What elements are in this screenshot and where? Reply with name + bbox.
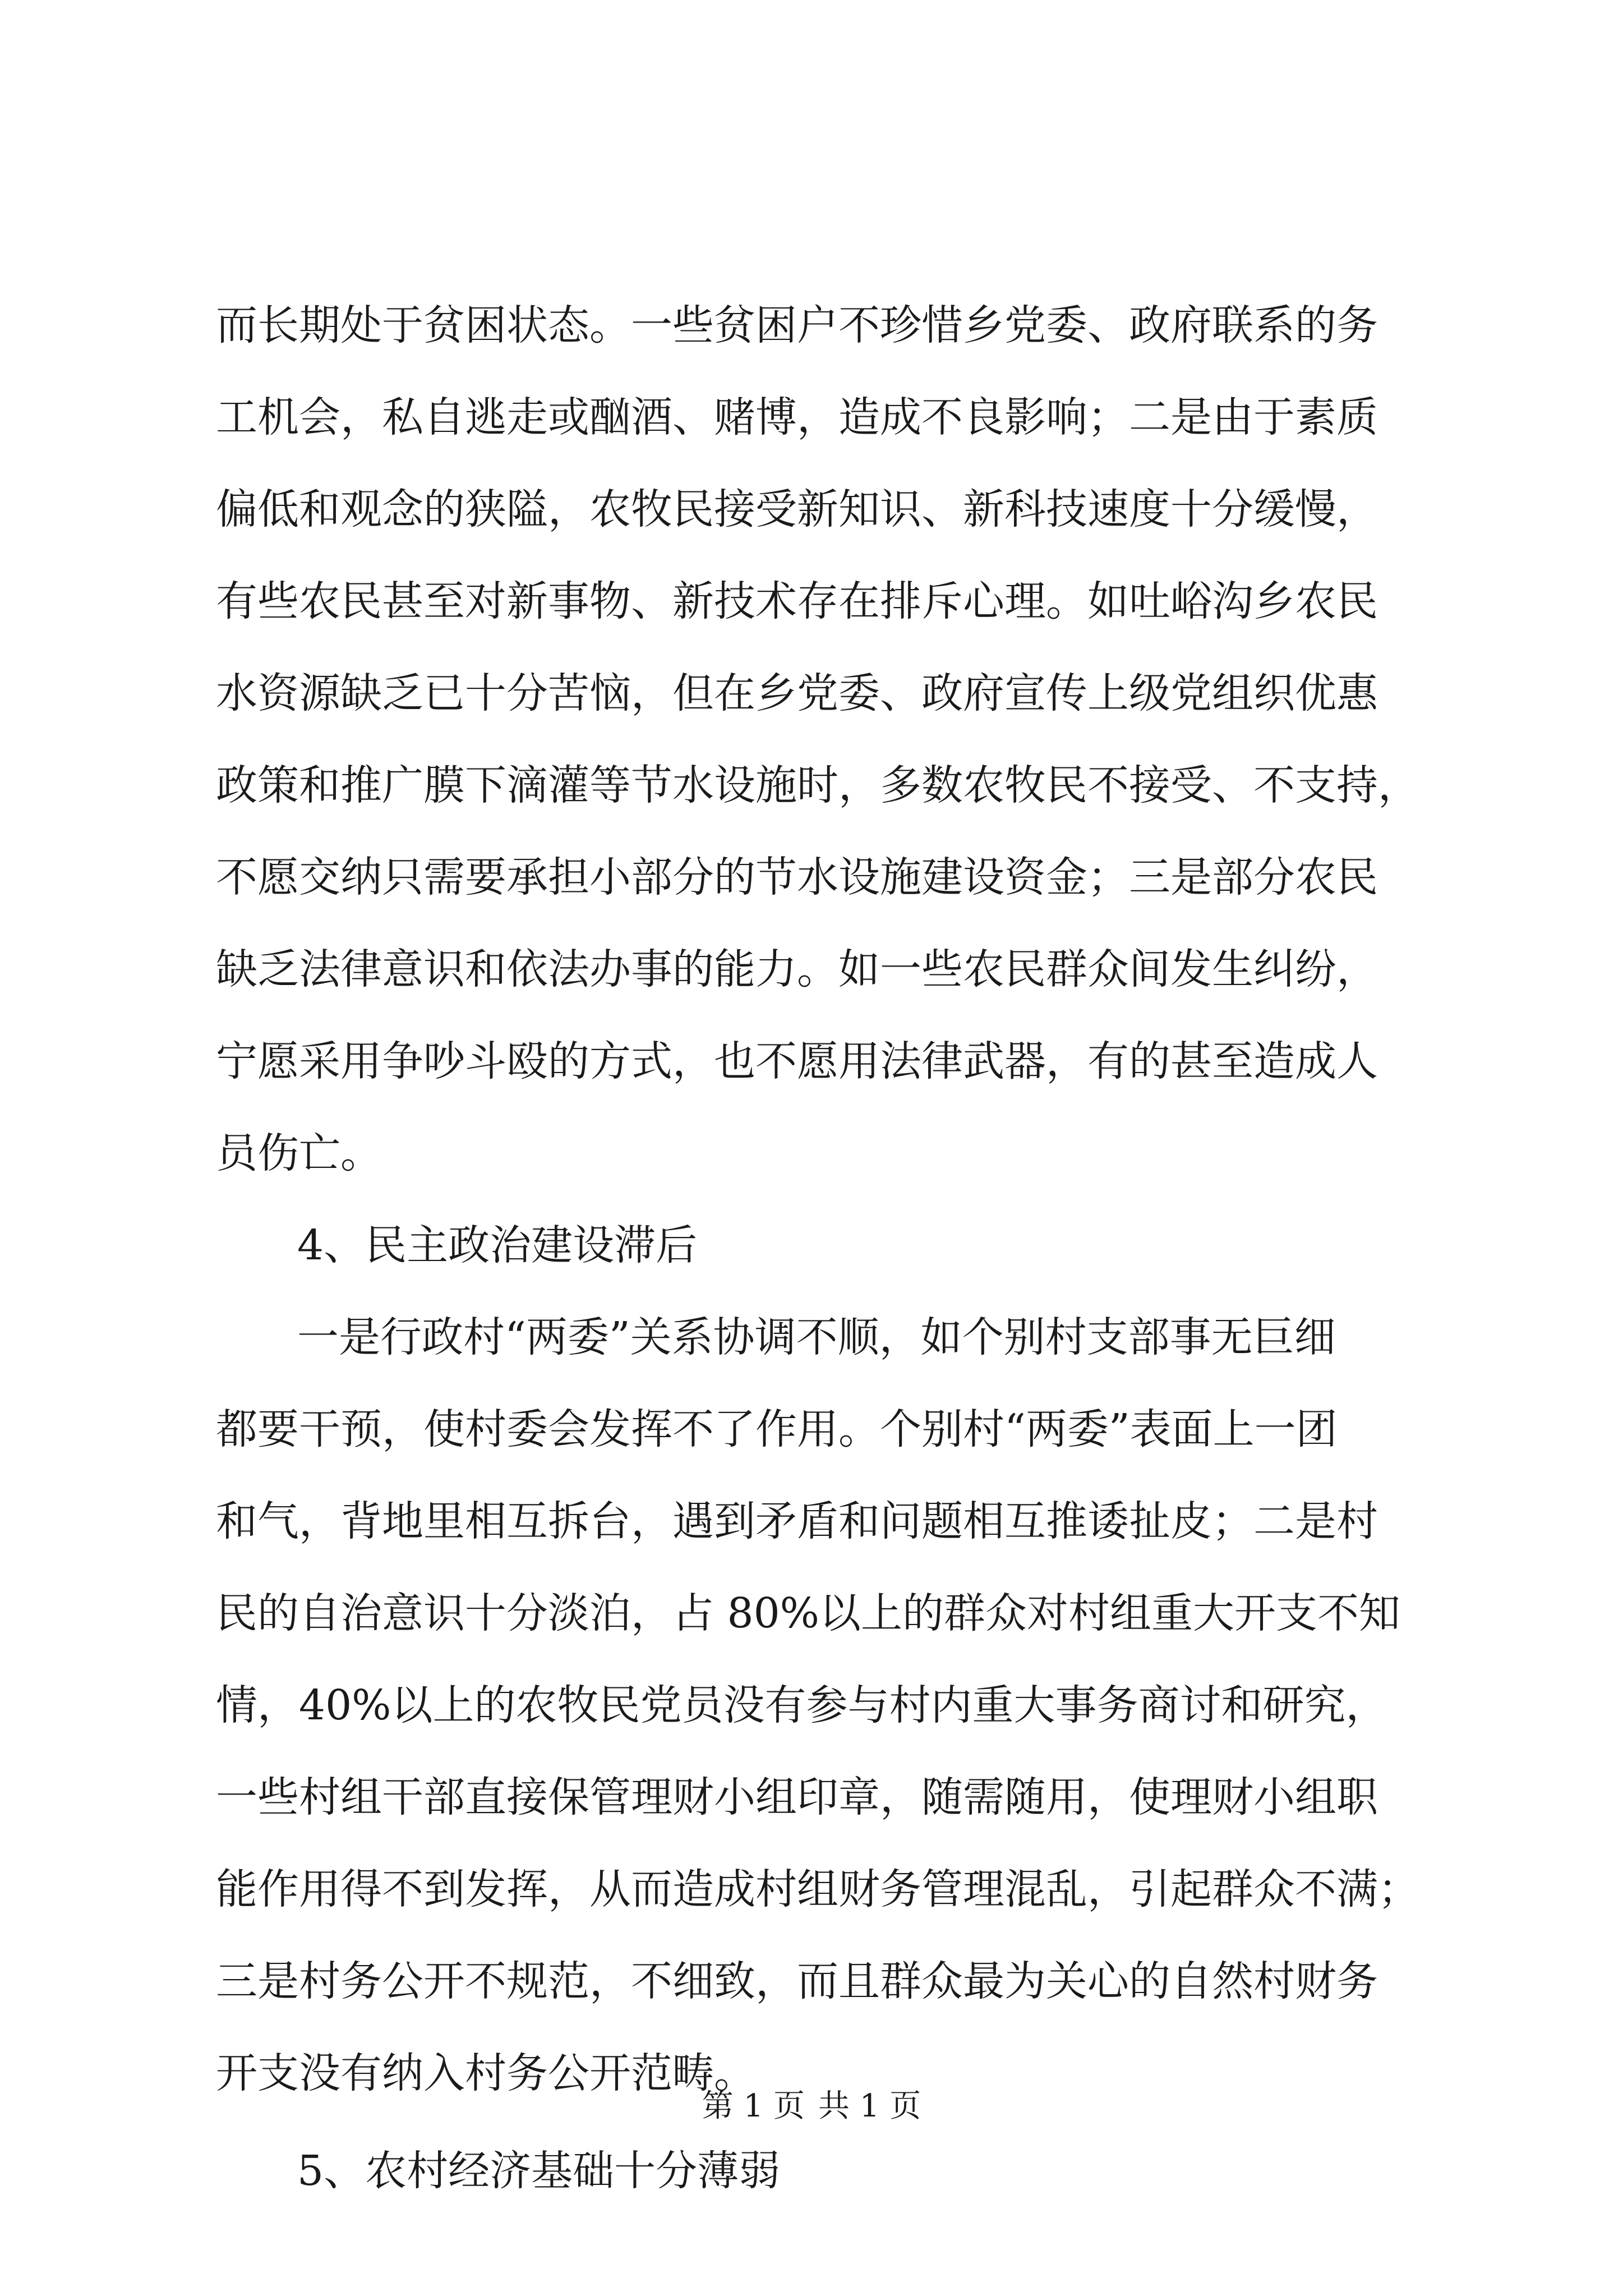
text-line: 情，40%以上的农牧民党员没有参与村内重大事务商讨和研究，: [216, 1681, 1387, 1729]
text-line: 工机会，私自逃走或酗酒、赌博，造成不良影响；二是由于素质: [216, 393, 1378, 441]
text-line: 能作用得不到发挥，从而造成村组财务管理混乱，引起群众不满；: [216, 1865, 1419, 1913]
text-line: 宁愿采用争吵斗殴的方式，也不愿用法律武器，有的甚至造成人: [216, 1037, 1378, 1085]
text-line: 一些村组干部直接保管理财小组印章，随需随用，使理财小组职: [216, 1773, 1378, 1821]
text-line: 政策和推广膜下滴灌等节水设施时，多数农牧民不接受、不支持，: [216, 761, 1419, 809]
text-line: 三是村务公开不规范，不细致，而且群众最为关心的自然村财务: [216, 1957, 1378, 2005]
text-line: 而长期处于贫困状态。一些贫困户不珍惜乡党委、政府联系的务: [216, 301, 1378, 349]
text-line: 开支没有纳入村务公开范畴。: [216, 2049, 755, 2097]
section-heading: 5、农村经济基础十分薄弱: [297, 2147, 781, 2195]
text-line: 缺乏法律意识和依法办事的能力。如一些农民群众间发生纠纷，: [216, 945, 1378, 993]
text-line: 偏低和观念的狭隘，农牧民接受新知识、新科技速度十分缓慢，: [216, 485, 1378, 533]
text-line: 员伤亡。: [216, 1129, 382, 1177]
page-total: 共 1 页: [818, 2088, 921, 2124]
text-line: 和气，背地里相互拆台，遇到矛盾和问题相互推诿扯皮；二是村: [216, 1497, 1378, 1545]
page-number: 第 1 页: [702, 2088, 805, 2124]
text-line: 不愿交纳只需要承担小部分的节水设施建设资金；三是部分农民: [216, 853, 1378, 901]
text-line: 有些农民甚至对新事物、新技术存在排斥心理。如吐峪沟乡农民: [216, 577, 1378, 625]
section-heading: 4、民主政治建设滞后: [297, 1221, 698, 1269]
text-line: 一是行政村“两委”关系协调不顺，如个别村支部事无巨细: [297, 1313, 1336, 1361]
text-line: 民的自治意识十分淡泊，占 80%以上的群众对村组重大开支不知: [216, 1589, 1400, 1637]
page-footer: [0, 2087, 1623, 2126]
text-line: 都要干预，使村委会发挥不了作用。个别村“两委”表面上一团: [216, 1405, 1338, 1453]
text-line: 水资源缺乏已十分苦恼，但在乡党委、政府宣传上级党组织优惠: [216, 669, 1378, 717]
